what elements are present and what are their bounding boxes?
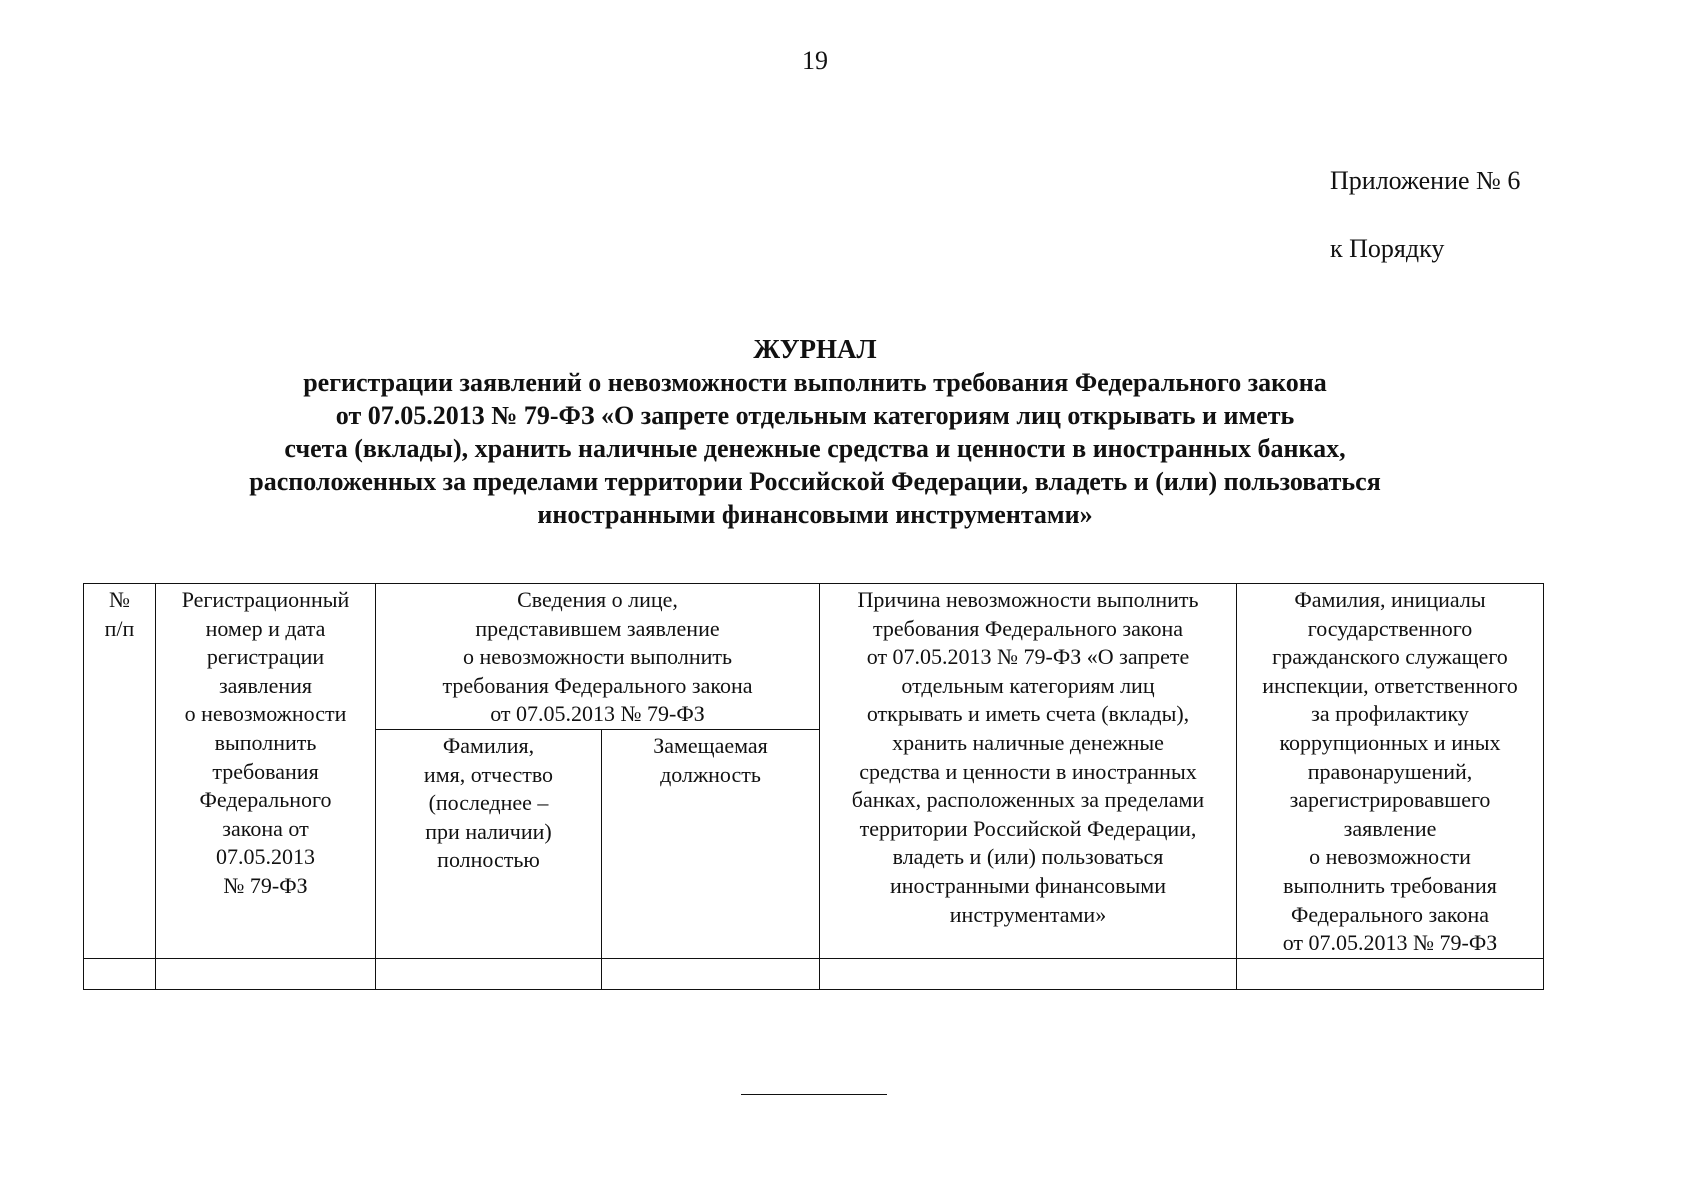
title-line: от 07.05.2013 № 79-ФЗ «О запрете отдельным категориям лиц открывать и иметь — [335, 401, 1295, 430]
document-title — [150, 333, 1480, 531]
header-row — [84, 584, 1544, 730]
table-cell — [376, 958, 602, 989]
table-cell — [820, 958, 1237, 989]
header-registration: Регистрационный номер и дата регистрации заявления о невозможности выполнить требования Федерального закона от 07.05.2013 № 79-ФЗ — [156, 584, 376, 959]
title-heading: ЖУРНАЛ — [753, 334, 877, 364]
table-cell — [1237, 958, 1544, 989]
table-cell — [84, 958, 156, 989]
title-line: иностранными финансовыми инструментами» — [537, 500, 1093, 529]
appendix-reference — [1330, 164, 1520, 266]
header-person-info: Сведения о лице, представившем заявление о невозможности выполнить требования Федерального закона от 07.05.2013 № 79-ФЗ — [376, 584, 820, 730]
appendix-number: Приложение № 6 — [1330, 166, 1521, 195]
footer-divider — [741, 1094, 887, 1095]
header-position: Замещаемая должность — [602, 729, 820, 958]
title-line: счета (вклады), хранить наличные денежные средства и ценности в иностранных банках, — [284, 434, 1346, 463]
header-full-name: Фамилия, имя, отчество (последнее – при наличии) полностью — [376, 729, 602, 958]
header-official: Фамилия, инициалы государственного гражданского служащего инспекции, ответственного за профилактику коррупционных и иных правонарушений, зарегистрировавшего заявление о невозможности выполнить требования Федерального закона от 07.05.2013 № 79-ФЗ — [1237, 584, 1544, 959]
header-number: № п/п — [84, 584, 156, 959]
table-cell — [156, 958, 376, 989]
appendix-order: к Порядку — [1330, 234, 1445, 263]
table-cell — [602, 958, 820, 989]
table-row — [84, 958, 1544, 989]
title-line: регистрации заявлений о невозможности выполнить требования Федерального закона — [303, 368, 1327, 397]
header-reason: Причина невозможности выполнить требования Федерального закона от 07.05.2013 № 79-ФЗ «О запрете отдельным категориям лиц открывать и иметь счета (вклады), хранить наличные денежные средства и ценности в иностранных банках, расположенных за пределами территории Российской Федерации, владеть и (или) пользоваться иностранными финансовыми инструментами» — [820, 584, 1237, 959]
page-number: 19 — [802, 46, 828, 75]
title-line: расположенных за пределами территории Российской Федерации, владеть и (или) пользоваться — [249, 467, 1381, 496]
journal-table — [83, 583, 1544, 990]
